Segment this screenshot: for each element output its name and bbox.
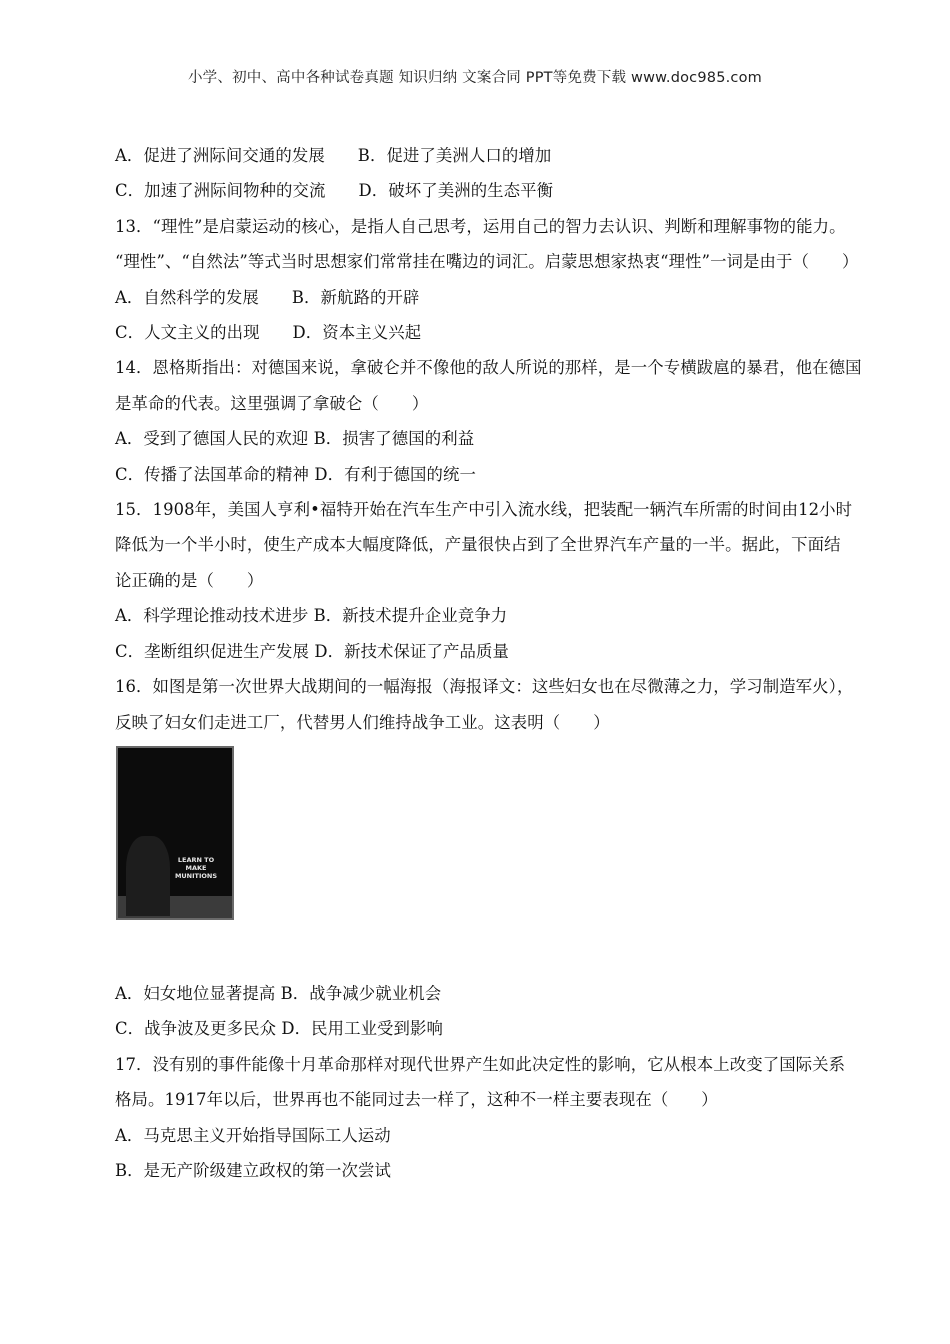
q13-stem-line2: “理性”、“自然法”等式当时思想家们常常挂在嘴边的词汇。启蒙思想家热衷“理性”一词是由于（ ） [115, 252, 859, 272]
q15-stem-line3: 论正确的是（ ） [115, 570, 264, 590]
q13-stem-line1: 13．“理性”是启蒙运动的核心，是指人自己思考，运用自己的智力去认识、判断和理解事物的能力。 [115, 216, 846, 236]
exam-content [115, 138, 862, 1188]
q13-options-ab: A．自然科学的发展 B．新航路的开辟 [115, 287, 420, 307]
site-header-banner: 小学、初中、高中各种试卷真题 知识归纳 文案合同 PPT等免费下载 www.doc985.com [187, 70, 763, 86]
q14-stem-line2: 是革命的代表。这里强调了拿破仑（ ） [115, 393, 429, 413]
ww1-poster-image [116, 746, 234, 920]
q13-options-cd: C．人文主义的出现 D．资本主义兴起 [115, 323, 422, 343]
q14-options-ab: A．受到了德国人民的欢迎 B．损害了德国的利益 [115, 429, 475, 449]
q17-option-a: A．马克思主义开始指导国际工人运动 [115, 1125, 391, 1145]
q12-options-ab: A．促进了洲际间交通的发展 B．促进了美洲人口的增加 [115, 146, 552, 165]
q16-stem-line2: 反映了妇女们走进工厂，代替男人们维持战争工业。这表明（ ） [115, 712, 610, 732]
q17-stem-line2: 格局。1917年以后，世界再也不能同过去一样了，这种不一样主要表现在（ ） [115, 1090, 718, 1110]
q12-options-cd: C．加速了洲际间物种的交流 D．破坏了美洲的生态平衡 [115, 181, 554, 201]
q16-options-ab: A．妇女地位显著提高 B．战争减少就业机会 [115, 983, 442, 1003]
q16-stem-line1: 16．如图是第一次世界大战期间的一幅海报（海报译文：这些妇女也在尽微薄之力，学习制造军火）， [115, 677, 854, 697]
q16-poster-figure [115, 746, 840, 963]
q15-options-cd: C．垄断组织促进生产发展 D．新技术保证了产品质量 [115, 641, 509, 661]
q15-stem-line1: 15．1908年，美国人亨利•福特开始在汽车生产中引入流水线，把装配一辆汽车所需的时间由12小时 [115, 500, 853, 520]
q15-stem-line2: 降低为一个半小时，使生产成本大幅度降低，产量很快占到了全世界汽车产量的一半。据此，下面结 [115, 535, 841, 555]
q14-stem-line1: 14．恩格斯指出：对德国来说，拿破仑并不像他的敌人所说的那样，是一个专横跋扈的暴君，他在德国 [115, 358, 862, 378]
q17-option-b: B．是无产阶级建立政权的第一次尝试 [115, 1160, 391, 1180]
poster-woman-silhouette [126, 836, 170, 916]
q15-options-ab: A．科学理论推动技术进步 B．新技术提升企业竞争力 [115, 606, 508, 626]
q14-options-cd: C．传播了法国革命的精神 D．有利于德国的统一 [115, 464, 477, 484]
poster-caption: LEARN TO MAKE MUNITIONS [174, 855, 218, 880]
q16-options-cd: C．战争波及更多民众 D．民用工业受到影响 [115, 1019, 444, 1039]
q17-stem-line1: 17．没有别的事件能像十月革命那样对现代世界产生如此决定性的影响，它从根本上改变了国际关系 [115, 1054, 846, 1074]
